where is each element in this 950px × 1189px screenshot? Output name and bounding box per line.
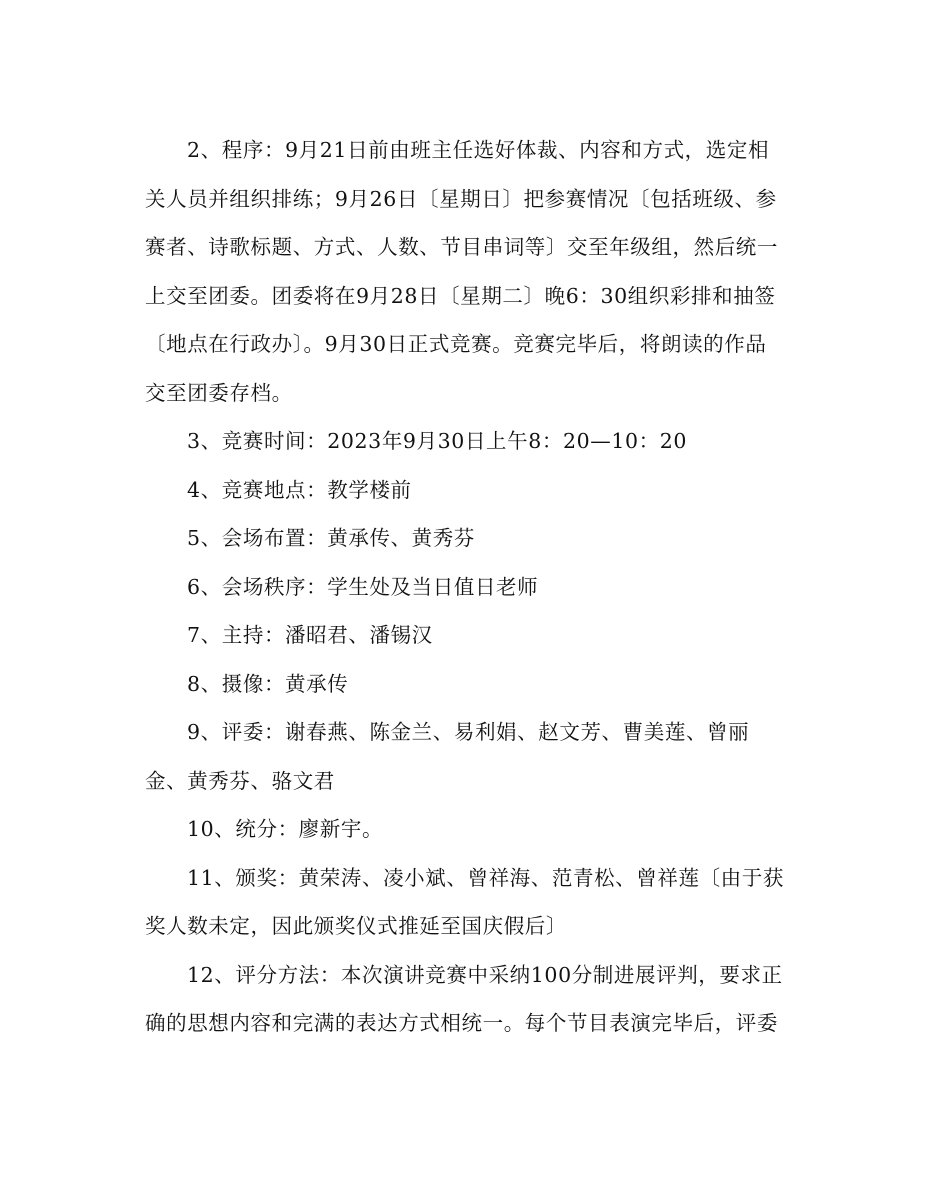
text-line: 金、黄秀芬、骆文君	[145, 768, 335, 793]
text-line: 4、竞赛地点：教学楼前	[187, 477, 412, 502]
text-line: 交至团委存档。	[145, 380, 293, 405]
text-line: 8、摄像：黄承传	[187, 671, 349, 696]
paragraph-competition-time	[145, 417, 805, 466]
text-line: 上交至团委。团委将在9月28日〔星期二〕晚6：30组织彩排和抽签	[145, 283, 776, 308]
text-line: 6、会场秩序：学生处及当日值日老师	[187, 574, 539, 599]
paragraph-camera	[145, 660, 805, 709]
text-line: 12、评分方法：本次演讲竞赛中采纳100分制进展评判，要求正	[187, 962, 783, 987]
text-line: 确的思想内容和完满的表达方式相统一。每个节目表演完毕后，评委	[145, 1011, 778, 1035]
paragraph-venue-setup	[145, 514, 805, 563]
text-line: 7、主持：潘昭君、潘锡汉	[187, 623, 433, 647]
text-line: 〔地点在行政办〕。9月30日正式竞赛。竞赛完毕后，将朗读的作品	[145, 332, 767, 356]
text-line: 关人员并组织排练；9月26日〔星期日〕把参赛情况〔包括班级、参	[145, 186, 777, 211]
document-body	[145, 126, 805, 1048]
paragraph-awards	[145, 854, 805, 951]
text-line: 3、竞赛时间：2023年9月30日上午8：20—10：20	[187, 429, 688, 453]
paragraph-judges	[145, 708, 805, 805]
text-line: 赛者、诗歌标题、方式、人数、节目串词等〕交至年级组，然后统一	[145, 235, 778, 259]
paragraph-scoring-tally	[145, 805, 805, 854]
paragraph-venue-order	[145, 563, 805, 612]
text-line: 11、颁奖：黄荣涛、凌小斌、曾祥海、范青松、曾祥莲〔由于获	[187, 865, 784, 890]
text-line: 9、评委：谢春燕、陈金兰、易利娟、赵文芳、曹美莲、曾丽	[187, 720, 750, 744]
paragraph-scoring-method	[145, 951, 805, 1048]
text-line: 奖人数未定，因此颁奖仪式推延至国庆假后〕	[145, 914, 567, 938]
paragraph-competition-location	[145, 466, 805, 515]
paragraph-procedure	[145, 126, 805, 417]
text-line: 5、会场布置：黄承传、黄秀芬	[187, 526, 475, 550]
text-line: 10、统分：廖新宇。	[187, 817, 384, 841]
paragraph-host	[145, 611, 805, 660]
text-line: 2、程序：9月21日前由班主任选好体裁、内容和方式，选定相	[187, 138, 770, 162]
